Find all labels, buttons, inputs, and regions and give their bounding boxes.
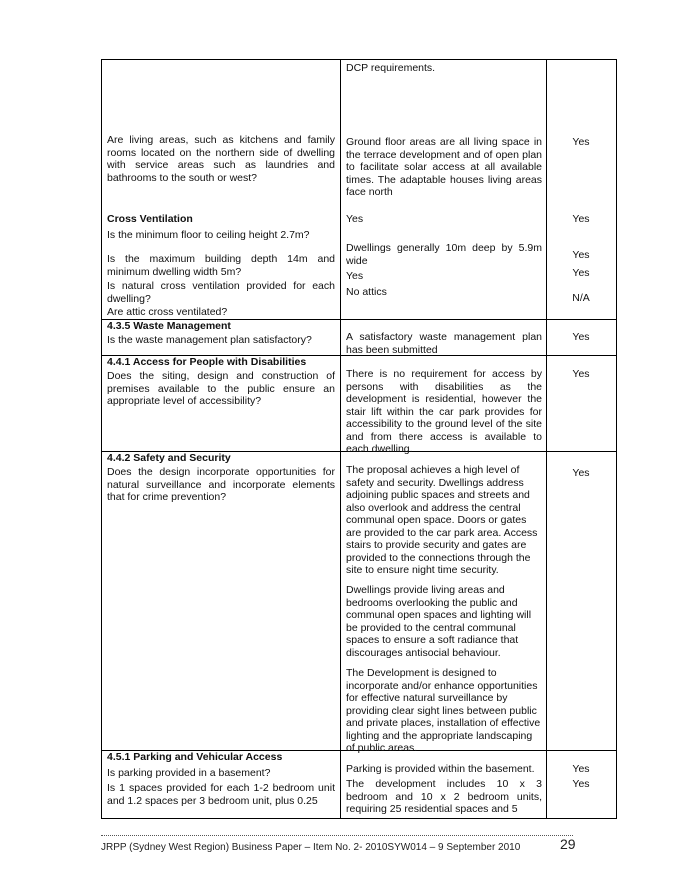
safety-response-paragraph-1: The proposal achieves a high level of safety and security. Dwellings address adjoining public spaces and streets and also overlook and address the central communal open space. Doors or gates are provided to the car park area. Access stairs to provide security and gates are provided to the connections through the site to ensure night time security.	[346, 464, 538, 576]
cross-ventilation-heading: Cross Ventilation	[107, 213, 193, 225]
waste-management-response: A satisfactory waste management plan has been submitted	[346, 331, 542, 356]
cross-ventilation-question-4: Are attic cross ventilated?	[107, 306, 228, 318]
cross-ventilation-response-4: No attics	[346, 286, 387, 298]
table-border-top	[101, 59, 617, 60]
parking-status-1: Yes	[572, 763, 590, 775]
parking-response-1: Parking is provided within the basement.	[346, 763, 535, 775]
parking-heading: 4.5.1 Parking and Vehicular Access	[107, 751, 283, 763]
waste-management-status: Yes	[572, 331, 590, 343]
parking-response-2: The development includes 10 x 3 bedroom and 10 x 2 bedroom units, requiring 25 residential spaces and 5	[346, 778, 542, 815]
cross-ventilation-response-3: Yes	[346, 270, 364, 282]
safety-heading: 4.4.2 Safety and Security	[107, 452, 231, 464]
cross-ventilation-question-2: Is the maximum building depth 14m and minimum dwelling width 5m?	[107, 253, 335, 278]
access-status: Yes	[572, 368, 590, 380]
table-border-left	[101, 59, 102, 819]
cross-ventilation-status-1: Yes	[572, 213, 590, 225]
table-border-col2	[340, 59, 341, 819]
table-border-col3	[546, 59, 547, 819]
cross-ventilation-status-2: Yes	[572, 249, 590, 261]
living-areas-question: Are living areas, such as kitchens and family rooms located on the northern side of dwelling with service areas such as laundries and bathrooms to the south or west?	[107, 134, 335, 184]
page-number: 29	[560, 836, 576, 852]
living-areas-status: Yes	[572, 136, 590, 148]
living-areas-response: Ground floor areas are all living space in the terrace development and of open plan to facilitate solar access at all available times. The adaptable houses living areas face north	[346, 136, 542, 198]
footer-divider	[101, 835, 573, 836]
cross-ventilation-status-4: N/A	[572, 292, 590, 304]
table-border-right	[616, 59, 617, 819]
cross-ventilation-question-1: Is the minimum floor to ceiling height 2.7m?	[107, 229, 310, 241]
access-question: Does the siting, design and construction of premises available to the public ensure an appropriate level of accessibility?	[107, 370, 335, 407]
safety-response-paragraph-3: The Development is designed to incorporate and/or enhance opportunities for effective natural surveillance by providing clear sight lines between public and private places, installation of effective lighting and the appropriate landscaping of public areas.	[346, 667, 541, 754]
waste-management-heading: 4.3.5 Waste Management	[107, 320, 231, 332]
cross-ventilation-question-3: Is natural cross ventilation provided for each dwelling?	[107, 280, 335, 305]
cross-ventilation-status-3: Yes	[572, 267, 590, 279]
parking-question-1: Is parking provided in a basement?	[107, 767, 271, 779]
access-heading: 4.4.1 Access for People with Disabilities	[107, 356, 307, 368]
safety-response-paragraph-2: Dwellings provide living areas and bedrooms overlooking the public and communal open spaces and lighting will be provided to the central communal spaces to ensure a soft radiance that discourages antisocial behaviour.	[346, 584, 532, 659]
parking-status-2: Yes	[572, 778, 590, 790]
dcp-response: DCP requirements.	[346, 62, 436, 74]
footer-text: JRPP (Sydney West Region) Business Paper – Item No. 2- 2010SYW014 – 9 September 2010	[101, 842, 521, 853]
safety-status: Yes	[572, 467, 590, 479]
table-border-bottom	[101, 818, 617, 819]
access-response: There is no requirement for access by persons with disabilities as the development is residential, however the stair lift within the car park provides for accessibility to the ground level of the site and from there access is available to each dwelling.	[346, 368, 542, 455]
safety-question: Does the design incorporate opportunities for natural surveillance and incorporate elements that for crime prevention?	[107, 466, 335, 503]
parking-question-2: Is 1 spaces provided for each 1-2 bedroom unit and 1.2 spaces per 3 bedroom unit, plus 0.25	[107, 782, 335, 807]
cross-ventilation-response-2: Dwellings generally 10m deep by 5.9m wide	[346, 242, 542, 267]
cross-ventilation-response-1: Yes	[346, 213, 364, 225]
waste-management-question: Is the waste management plan satisfactory?	[107, 334, 312, 346]
